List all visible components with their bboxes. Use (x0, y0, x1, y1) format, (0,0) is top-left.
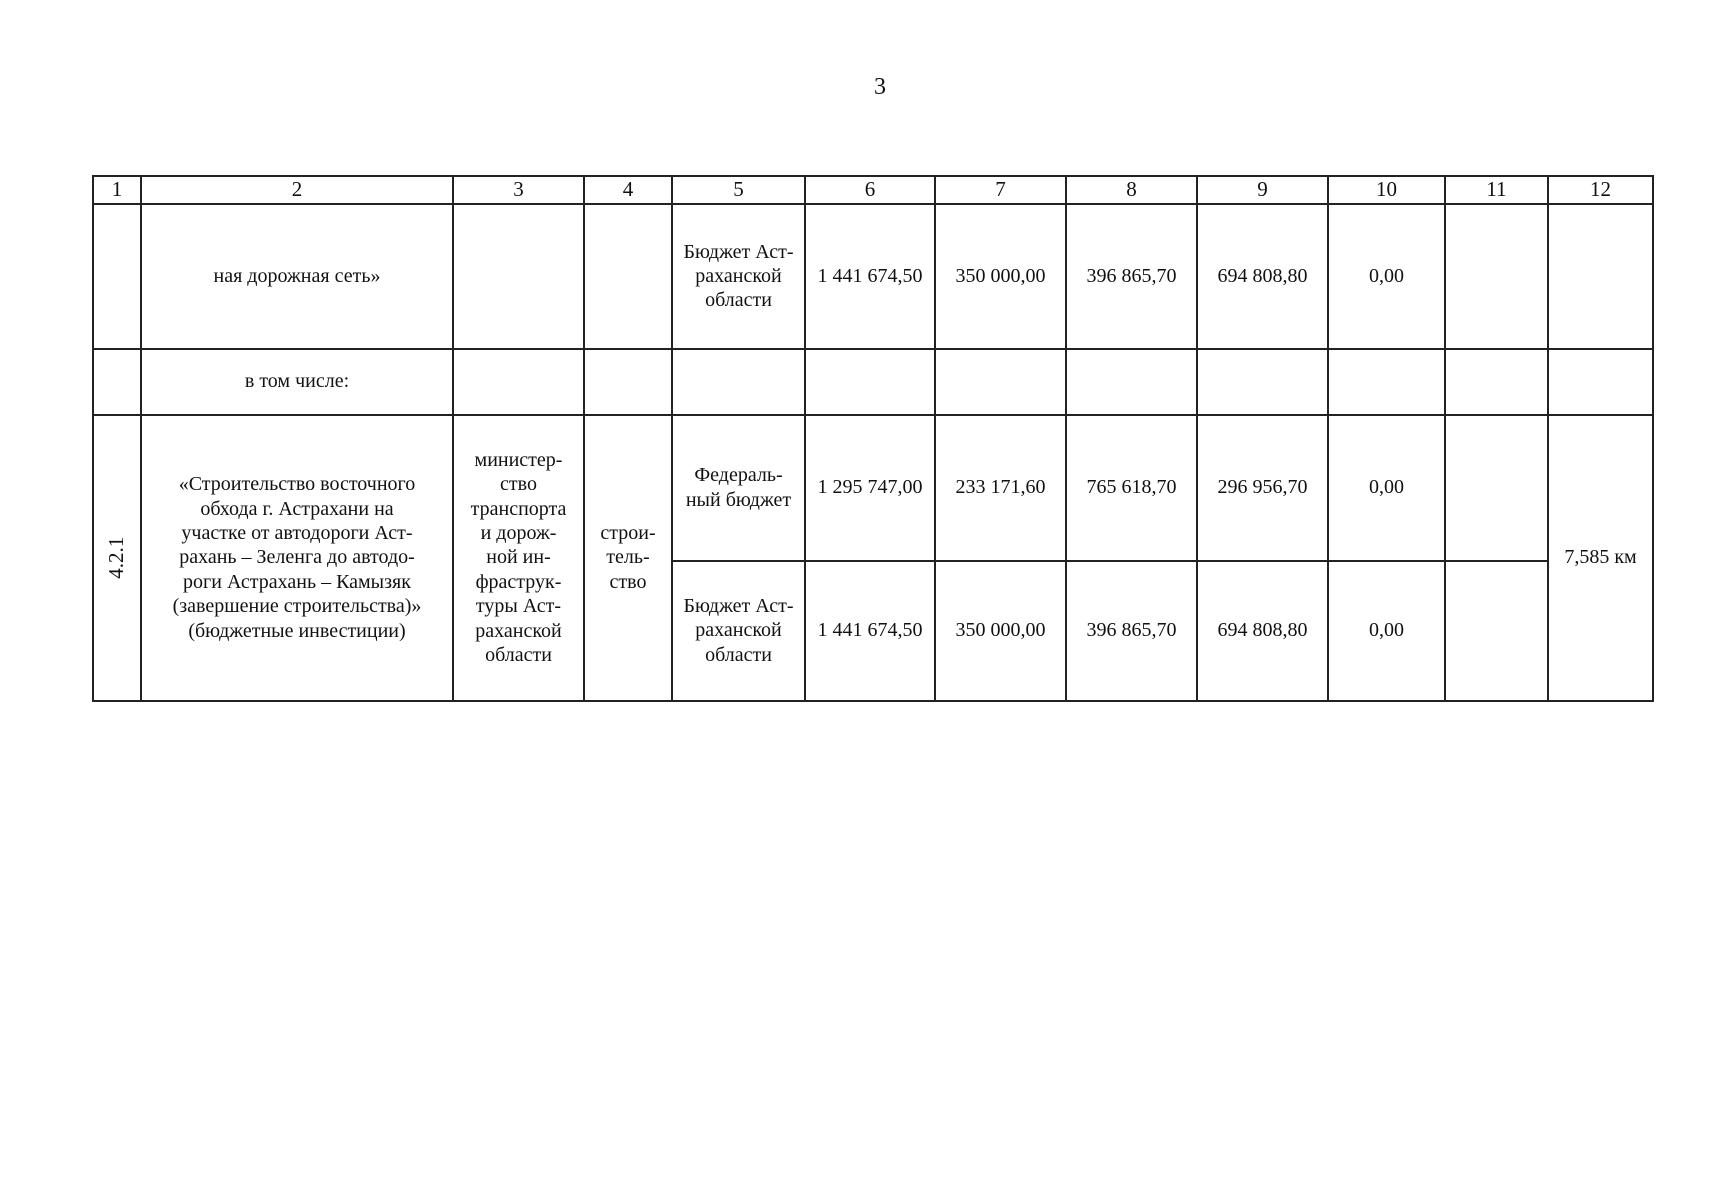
amount-year1-cell: 350 000,00 (935, 561, 1066, 701)
empty-cell (1445, 204, 1548, 349)
header-cell: 11 (1445, 176, 1548, 204)
header-cell: 2 (141, 176, 453, 204)
header-cell: 9 (1197, 176, 1328, 204)
row-number: 4.2.1 (104, 536, 129, 579)
executor-cell: министер- ство транспорта и дорож- ной ин- фраструк- туры Аст- раханской области (453, 415, 584, 701)
amount-year3-cell: 296 956,70 (1197, 415, 1328, 561)
amount-year1-cell: 350 000,00 (935, 204, 1066, 349)
continuation-row (93, 204, 1653, 349)
empty-cell (453, 349, 584, 415)
row-number-cell (93, 204, 141, 349)
header-cell: 5 (672, 176, 805, 204)
amount-year4-cell: 0,00 (1328, 415, 1445, 561)
header-cell: 3 (453, 176, 584, 204)
amount-total-cell: 1 295 747,00 (805, 415, 935, 561)
amount-year3-cell: 694 808,80 (1197, 561, 1328, 701)
including-label: в том числе: (141, 349, 453, 415)
empty-cell (1548, 349, 1653, 415)
result-cell (1548, 204, 1653, 349)
empty-cell (584, 349, 672, 415)
funding-source-cell: Бюджет Аст- раханской области (672, 204, 805, 349)
amount-year4-cell: 0,00 (1328, 561, 1445, 701)
empty-cell (1445, 415, 1548, 561)
including-row (93, 349, 1653, 415)
header-cell: 4 (584, 176, 672, 204)
item-row-federal (93, 415, 1653, 561)
item-name-cell: ная дорожная сеть» (141, 204, 453, 349)
activity-cell: строи- тель- ство (584, 415, 672, 701)
amount-year2-cell: 396 865,70 (1066, 561, 1197, 701)
empty-cell (805, 349, 935, 415)
amount-year4-cell: 0,00 (1328, 204, 1445, 349)
funding-source-cell: Бюджет Аст- раханской области (672, 561, 805, 701)
row-number-cell (93, 415, 141, 701)
header-cell: 8 (1066, 176, 1197, 204)
row-number-cell (93, 349, 141, 415)
activity-cell (584, 204, 672, 349)
empty-cell (1445, 349, 1548, 415)
header-cell: 12 (1548, 176, 1653, 204)
empty-cell (1445, 561, 1548, 701)
empty-cell (1066, 349, 1197, 415)
funding-source-cell: Федераль- ный бюджет (672, 415, 805, 561)
header-cell: 1 (93, 176, 141, 204)
program-table (92, 175, 1654, 702)
empty-cell (1197, 349, 1328, 415)
empty-cell (672, 349, 805, 415)
empty-cell (1328, 349, 1445, 415)
item-name-cell: «Строительство восточного обхода г. Астрахани на участке от автодороги Аст- рахань – Зеленга до автодо- роги Астрахань – Камызяк (завершение строительства)» (бюджетные инвестиции) (141, 415, 453, 701)
amount-year1-cell: 233 171,60 (935, 415, 1066, 561)
amount-total-cell: 1 441 674,50 (805, 561, 935, 701)
amount-year2-cell: 765 618,70 (1066, 415, 1197, 561)
executor-cell (453, 204, 584, 349)
empty-cell (935, 349, 1066, 415)
result-cell: 7,585 км (1548, 415, 1653, 701)
header-cell: 10 (1328, 176, 1445, 204)
header-row (93, 176, 1653, 204)
header-cell: 6 (805, 176, 935, 204)
amount-year2-cell: 396 865,70 (1066, 204, 1197, 349)
header-cell: 7 (935, 176, 1066, 204)
amount-year3-cell: 694 808,80 (1197, 204, 1328, 349)
amount-total-cell: 1 441 674,50 (805, 204, 935, 349)
page-number: 3 (874, 74, 886, 100)
